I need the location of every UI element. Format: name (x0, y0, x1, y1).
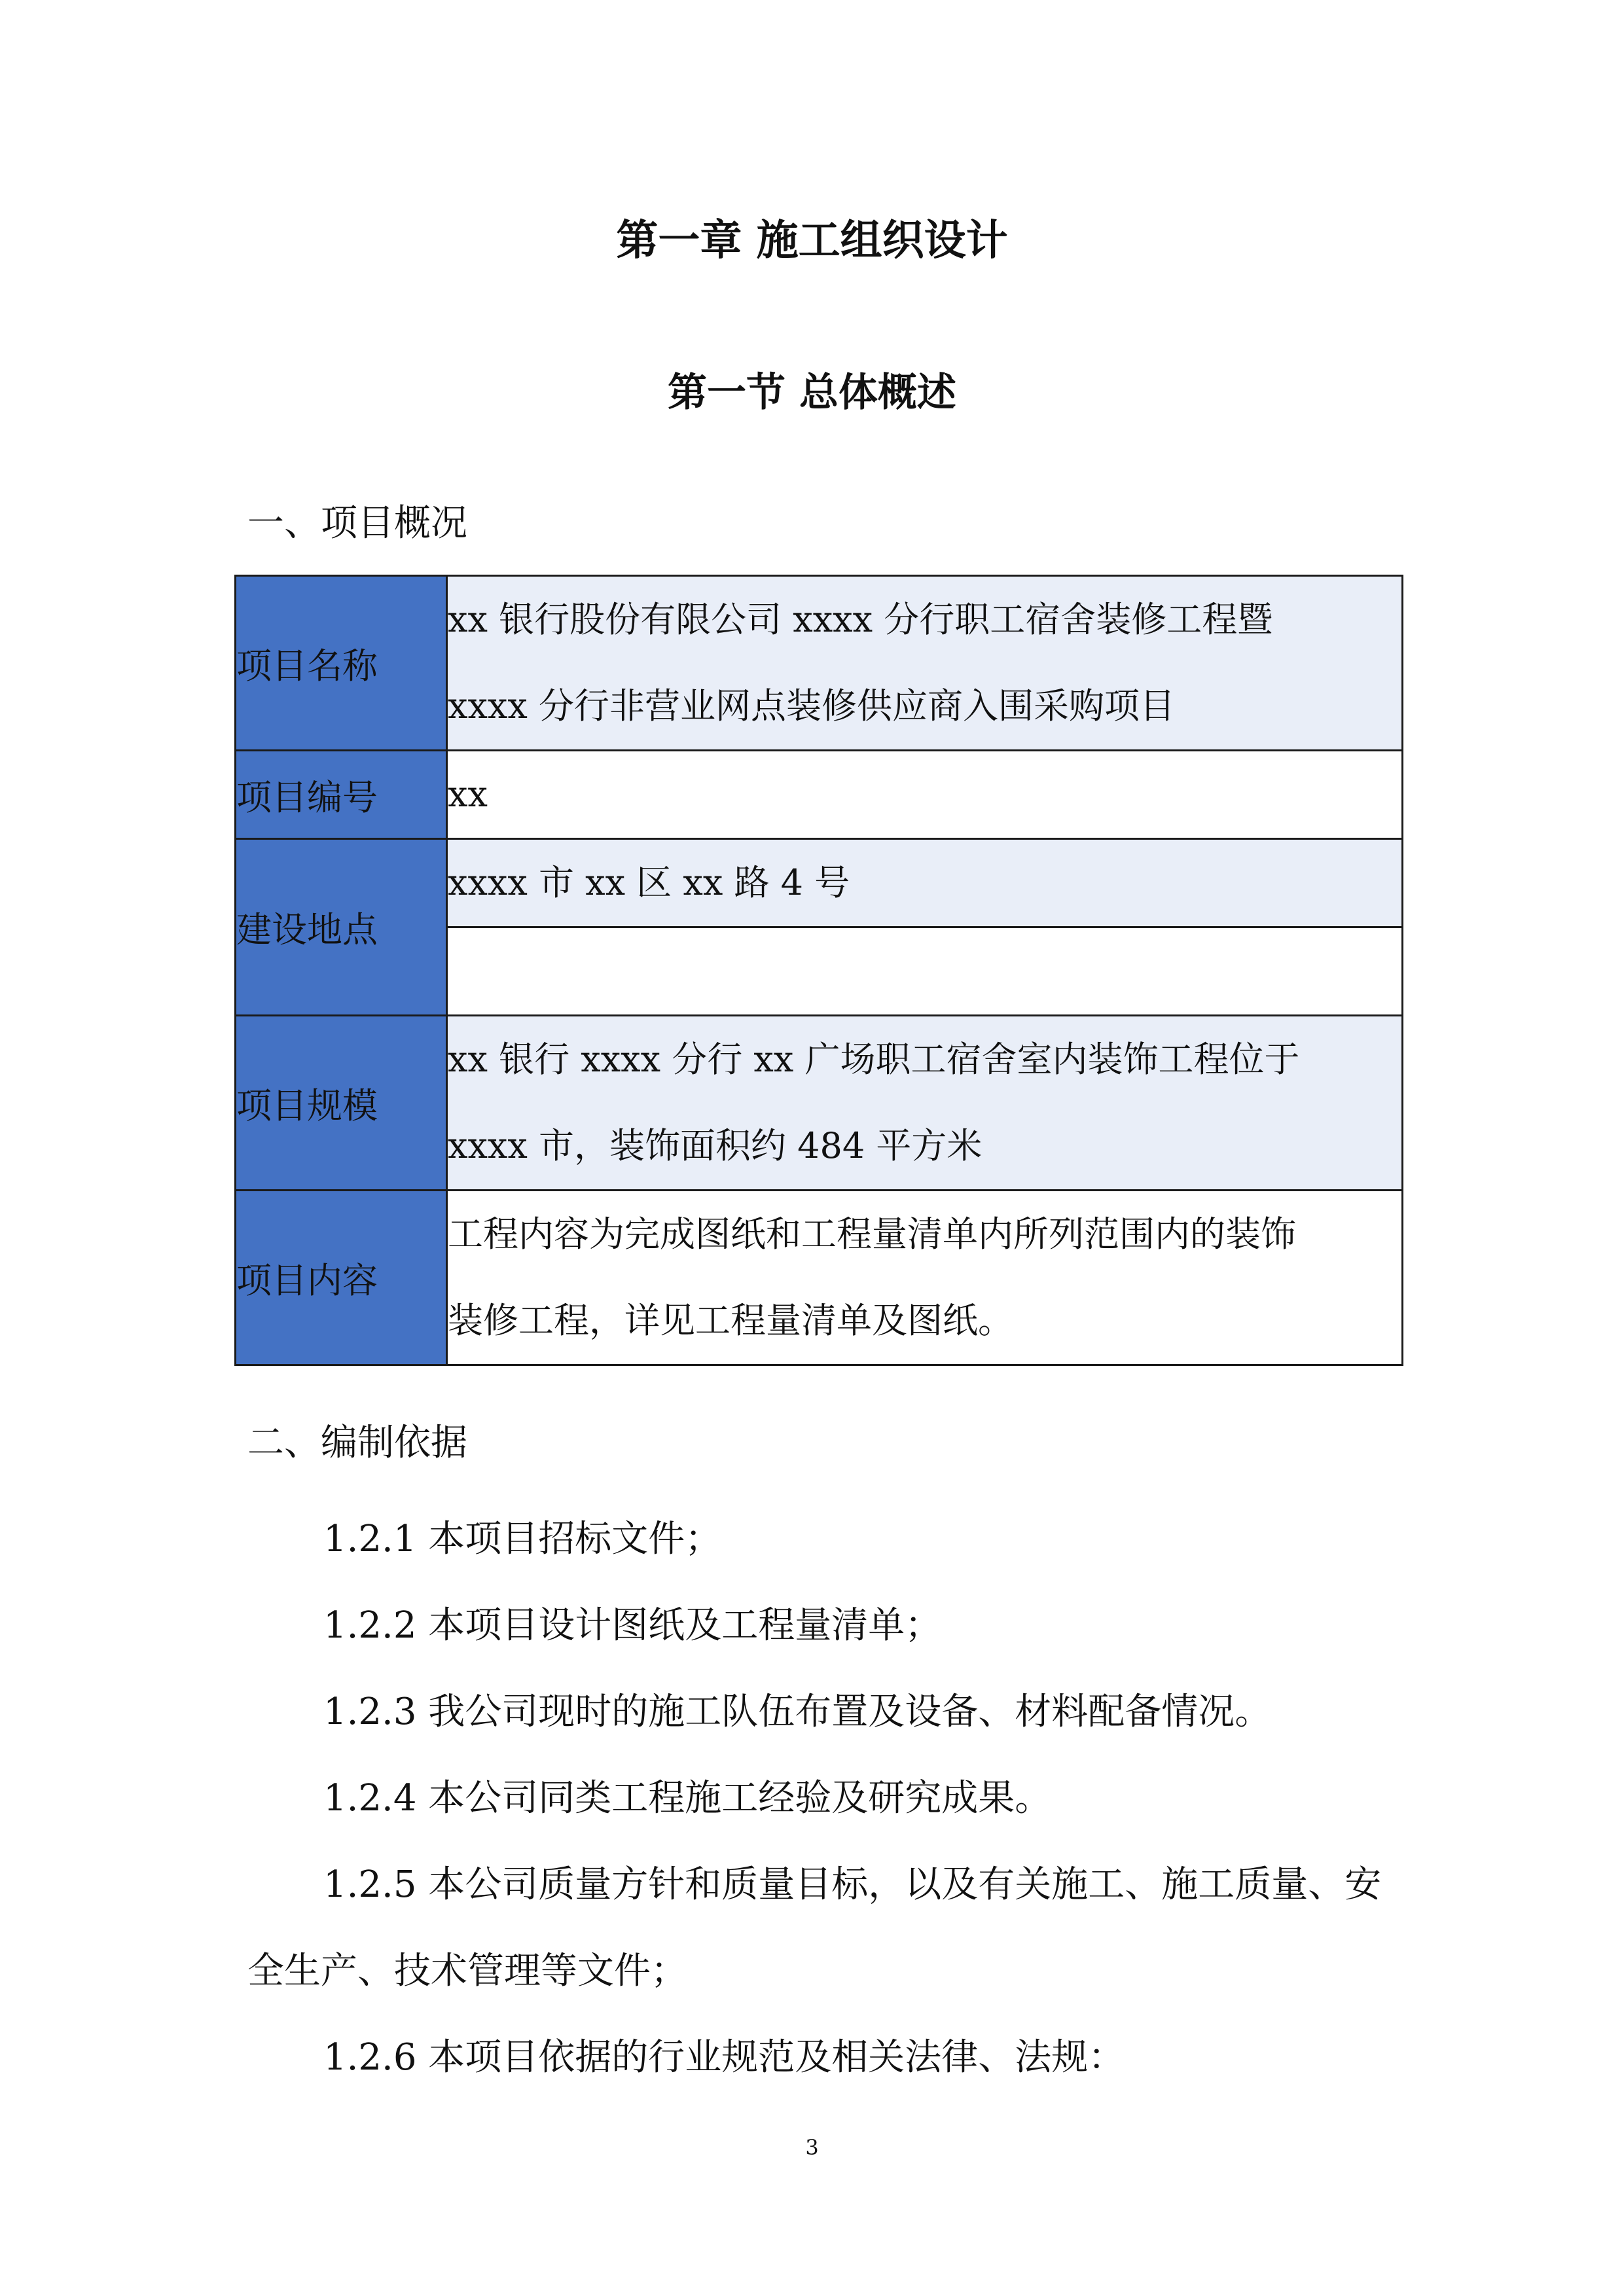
project-number-value: xx (447, 751, 1403, 839)
scale-line-2: xxxx 市，装饰面积约 484 平方米 (448, 1125, 983, 1166)
project-overview-table (234, 575, 1403, 1366)
scale-value (447, 1016, 1403, 1191)
basis-item-2: 1.2.2 本项目设计图纸及工程量清单； (323, 1604, 942, 1647)
basis-item-4: 1.2.4 本公司同类工程施工经验及研究成果。 (323, 1777, 1052, 1820)
table-row-location (236, 839, 1403, 927)
project-name-line-2: xxxx 分行非营业网点装修供应商入围采购项目 (448, 685, 1175, 726)
basis-item-3: 1.2.3 我公司现时的施工队伍布置及设备、材料配备情况。 (323, 1691, 1272, 1733)
table-row-project-number (236, 751, 1403, 839)
basis-item-5: 1.2.5 本公司质量方针和质量目标，以及有关施工、施工质量、安全生产、技术管理等文件； (247, 1863, 1382, 1992)
content-line-1: 工程内容为完成图纸和工程量清单内所列范围内的装饰 (448, 1213, 1296, 1255)
table-row-scale (236, 1016, 1403, 1191)
project-name-value (447, 576, 1403, 751)
basis-item-1: 1.2.1 本项目招标文件； (323, 1518, 722, 1560)
table-row-content (236, 1191, 1403, 1365)
heading-compilation-basis: 二、编制依据 (247, 1422, 467, 1464)
scale-line-1: xx 银行 xxxx 分行 xx 广场职工宿舍室内装饰工程位于 (448, 1039, 1300, 1080)
location-value: xxxx 市 xx 区 xx 路 4 号 (447, 839, 1403, 927)
project-number-label: 项目编号 (236, 751, 447, 839)
heading-project-overview: 一、项目概况 (247, 502, 467, 545)
location-label: 建设地点 (236, 839, 447, 1016)
content-label: 项目内容 (236, 1191, 447, 1365)
table-row-project-name (236, 576, 1403, 751)
project-name-label: 项目名称 (236, 576, 447, 751)
section-title: 第一节 总体概述 (668, 370, 956, 416)
content-line-2: 装修工程，详见工程量清单及图纸。 (448, 1300, 1013, 1341)
location-value-2 (447, 927, 1403, 1016)
page-number: 3 (805, 2135, 819, 2160)
scale-label: 项目规模 (236, 1016, 447, 1191)
basis-item-6: 1.2.6 本项目依据的行业规范及相关法律、法规： (323, 2036, 1125, 2079)
content-value (447, 1191, 1403, 1365)
chapter-title: 第一章 施工组织设计 (616, 217, 1008, 265)
project-name-line-1: xx 银行股份有限公司 xxxx 分行职工宿舍装修工程暨 (448, 599, 1273, 640)
